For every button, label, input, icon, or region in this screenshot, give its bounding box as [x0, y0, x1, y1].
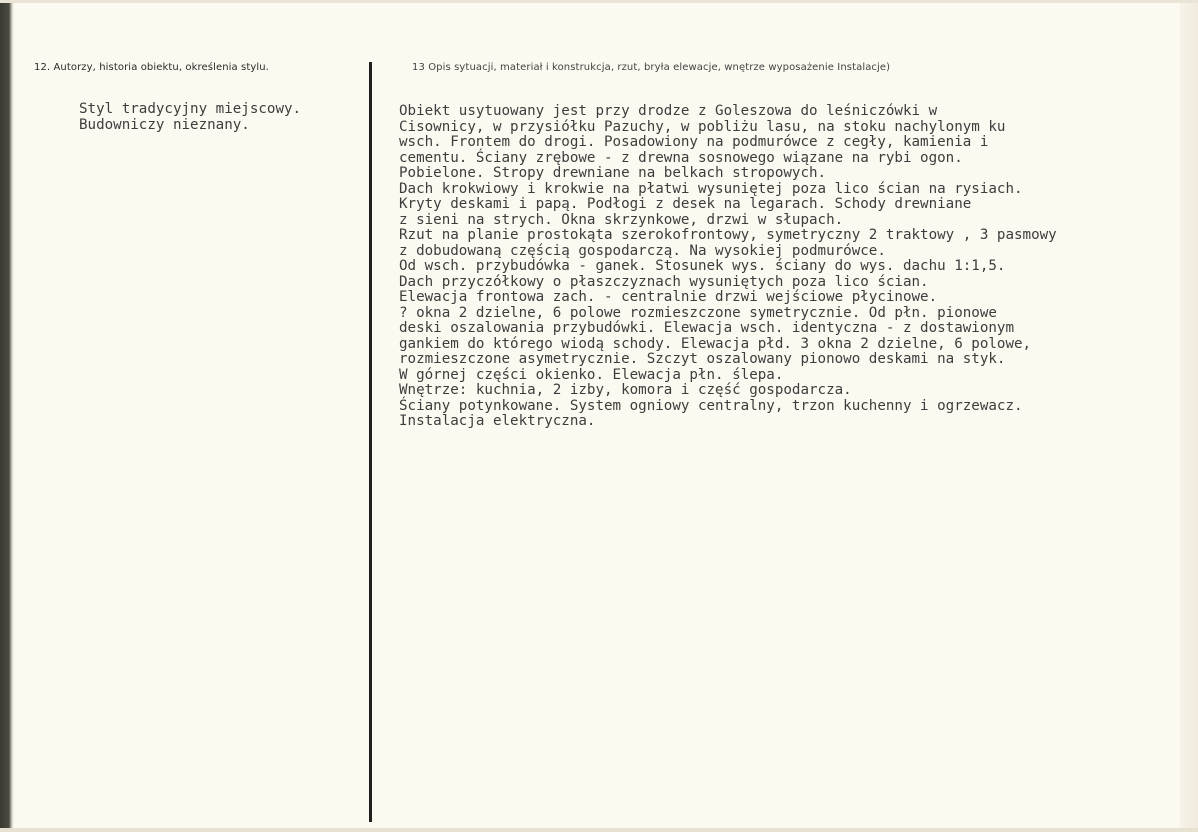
typed-line: ? okna 2 dzielne, 6 polowe rozmieszczone symetrycznie. Od płn. pionowe: [399, 304, 997, 321]
sheet-left-edge: [0, 0, 14, 832]
typed-line: Kryty deskami i papą. Podłogi z desek na legarach. Schody drewniane: [399, 196, 972, 212]
typed-line: Pobielone. Stropy drewniane na belkach stropowych.: [399, 165, 827, 181]
typed-line: gankiem do którego wiodą schody. Elewacja płd. 3 okna 2 dzielne, 6 polowe,: [399, 335, 1032, 352]
typed-line: Elewacja frontowa zach. - centralnie drzwi wejściowe płycinowe.: [399, 289, 938, 305]
typed-line: Budowniczy nieznany.: [79, 116, 250, 133]
typed-line: deski oszalowania przybudówki. Elewacja wsch. identyczna - z dostawionym: [399, 320, 1014, 336]
field-13-typed-text: [399, 104, 1057, 430]
typed-line: z sieni na strych. Okna skrzynkowe, drzwi w słupach.: [399, 211, 844, 228]
field-13-header: 13 Opis sytuacji, materiał i konstrukcja, rzut, bryła elewacje, wnętrze wyposażenie Instalacje): [412, 62, 891, 73]
typed-line: Rzut na planie prostokąta szerokofrontowy, symetryczny 2 traktowy , 3 pasmowy: [399, 227, 1057, 243]
typed-line: Wnętrze: kuchnia, 2 izby, komora i część gospodarcza.: [399, 382, 852, 398]
typed-line: Cisownicy, w przysiółku Pazuchy, w pobliżu lasu, na stoku nachylonym ku: [399, 118, 1006, 135]
sheet-top-edge: [0, 0, 1198, 3]
typed-line: z dobudowaną częścią gospodarczą. Na wysokiej podmurówce.: [399, 242, 886, 259]
typed-line: W górnej części okienko. Elewacja płn. ślepa.: [399, 366, 784, 383]
sheet-right-edge: [1180, 0, 1198, 832]
typed-line: Od wsch. przybudówka - ganek. Stosunek wys. ściany do wys. dachu 1:1,5.: [399, 258, 1006, 274]
typed-line: Styl tradycyjny miejscowy.: [79, 101, 302, 117]
sheet-bottom-edge: [0, 828, 1198, 832]
typed-line: Ściany potynkowane. System ogniowy centralny, trzon kuchenny i ogrzewacz.: [399, 397, 1023, 414]
typed-line: Dach krokwiowy i krokwie na płatwi wysuniętej poza lico ścian na rysiach.: [399, 180, 1023, 197]
column-divider: [369, 62, 372, 822]
field-12-header: 12. Autorzy, historia obiektu, określenia stylu.: [34, 62, 269, 73]
typed-line: Obiekt usytuowany jest przy drodze z Goleszowa do leśniczówki w: [399, 103, 938, 119]
typed-line: rozmieszczone asymetrycznie. Szczyt oszalowany pionowo deskami na styk.: [399, 351, 1006, 367]
typed-line: Dach przyczółkowy o płaszczyznach wysuniętych poza lico ścian.: [399, 273, 929, 290]
typed-line: cementu. Ściany zrębowe - z drewna sosnowego wiązane na rybi ogon.: [399, 149, 963, 166]
field-12-typed-text: [79, 102, 301, 133]
typed-line: wsch. Frontem do drogi. Posadowiony na podmurówce z cegły, kamienia i: [399, 134, 989, 150]
typed-line: Instalacja elektryczna.: [399, 413, 596, 429]
